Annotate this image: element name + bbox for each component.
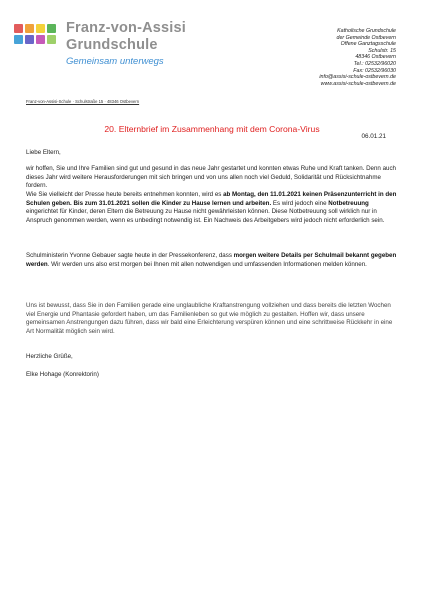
bold-text: ab Montag, den 11.01.2021 keinen Präsenzunterricht in den Schulen geben. Bis zum 31.01.2021 sollen die Kinder zu Hause lernen und arbeiten. bbox=[26, 191, 397, 207]
logo-square bbox=[36, 35, 45, 44]
website-link[interactable]: www.assisi-schule-ostbevern.de bbox=[320, 80, 396, 87]
text-span: . Wir werden uns also erst morgen bei Ihnen mit allen notwendigen und umfassenden Informationen melden können. bbox=[47, 260, 367, 268]
text-span: Wie Sie vielleicht der Presse heute bereits entnehmen konnten, wird es bbox=[26, 191, 224, 198]
paragraph-ministry-info bbox=[26, 252, 400, 269]
email-link[interactable]: info@assisi-schule-ostbevern.de bbox=[319, 74, 396, 81]
bold-text: morgen weitere Details per Schulmail bekannt gegeben werden bbox=[26, 252, 397, 268]
address-line: Tel.: 02532/96020 bbox=[353, 60, 396, 67]
logo-square bbox=[47, 24, 56, 33]
school-name-line1: Franz-von-Assisi bbox=[66, 20, 187, 36]
text-span: Es wird jedoch eine bbox=[271, 199, 329, 207]
closing: Herzliche Grüße, bbox=[26, 353, 73, 360]
logo-square bbox=[36, 24, 45, 33]
text-span: Schulministerin Yvonne Gebauer sagte heute in der Pressekonferenz, dass bbox=[26, 252, 234, 259]
letter-date: 06.01.21 bbox=[361, 133, 386, 140]
signature: Elke Hohage (Konrektorin) bbox=[26, 371, 99, 378]
school-tagline: Gemeinsam unterwegs bbox=[66, 56, 164, 67]
logo-square bbox=[25, 24, 34, 33]
salutation: Liebe Eltern, bbox=[26, 149, 61, 156]
logo-square bbox=[25, 35, 34, 44]
address-line: Schulstr. 15 bbox=[368, 47, 396, 54]
address-line: der Gemeinde Ostbevern bbox=[336, 34, 396, 41]
letter-title: 20. Elternbrief im Zusammenhang mit dem Corona-Virus bbox=[104, 124, 320, 134]
school-name-line2: Grundschule bbox=[66, 37, 158, 53]
text-span: eingerichtet für Kinder, deren Eltern die Betreuung zu Hause nicht gewährleisten können. Diese Notbetreuung soll wirklich nur in Anspruch genommen werden, wenn es unbedingt notwendig ist. Ein Nachweis des Arbeitgebers wird jedoch nicht erforderlich sein. bbox=[26, 208, 385, 224]
sender-line: Franz-von-Assisi-Schule · Schulstraße 15 · 48346 Ostbevern bbox=[26, 99, 140, 104]
address-line: 48346 Ostbevern bbox=[355, 54, 396, 61]
address-line: Offene Ganztagsschule bbox=[340, 41, 396, 48]
logo-square bbox=[47, 35, 56, 44]
paragraph-closure-announcement bbox=[26, 191, 400, 225]
address-line: Katholische Grundschule bbox=[337, 28, 396, 34]
logo-square bbox=[14, 35, 23, 44]
address-line: Fax: 02532/96030 bbox=[353, 67, 396, 74]
address-block bbox=[319, 28, 396, 87]
paragraph-encouragement: Uns ist bewusst, dass Sie in den Familien gerade eine unglaubliche Kraftanstrengung vollziehen und dass bereits die letzten Wochen viel Energie und Phantasie gefordert haben, um das Familienleben so gut wie möglich zu gestalten. Hoffen wir, dass unsere gemeinsamen Anstrengungen dazu führen, dass wir bald eine Erleichterung verspüren können und eine schrittweise Rückkehr in eine Art Normalität möglich sein wird. bbox=[26, 302, 393, 335]
bold-text: Notbetreuung bbox=[328, 199, 369, 207]
paragraph-intro: wir hoffen, Sie und Ihre Familien sind gut und gesund in das neue Jahr gestartet und konnten etwas Ruhe und Kraft tanken. Denn auch dieses Jahr wird weitere Herausforderungen mit sich bringen und von uns allen noch viel Geduld, Solidarität und Rücksichtnahme fordern. bbox=[26, 165, 397, 190]
school-logo bbox=[14, 24, 58, 50]
logo-square bbox=[14, 24, 23, 33]
